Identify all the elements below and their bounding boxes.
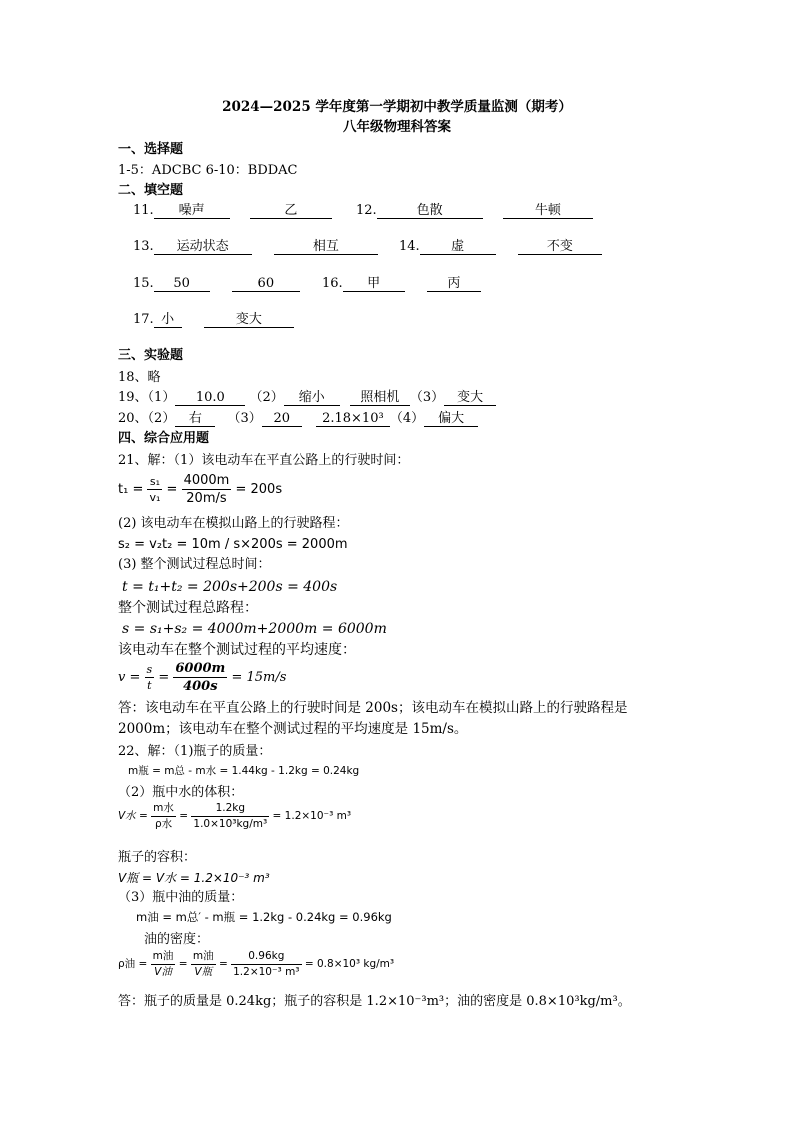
q22-f5-eq1: = [178, 958, 188, 970]
q20-answer-3: 2.18×10³ [316, 412, 390, 427]
q21-f1-eq: = [166, 482, 178, 497]
section-heading-experiment: 三、实验题 [118, 348, 184, 363]
q22-f2-frac2 [191, 803, 269, 829]
q19-part2-label: （2） [249, 390, 284, 405]
q18-answer: 18、略 [118, 370, 161, 385]
q22-f5-frac2 [191, 951, 216, 977]
q12-answer-a: 色散 [377, 204, 483, 219]
q22-f2-lhs: V水 = [118, 810, 148, 822]
q11-answer-b: 乙 [250, 204, 332, 219]
q11-row [133, 204, 332, 219]
q21-f1-frac1 [147, 476, 162, 503]
q14-answer-a: 虚 [420, 240, 496, 255]
choice-answers: 1-5：ADCBC 6-10：BDDAC [118, 163, 298, 178]
q19-row [118, 391, 496, 406]
q19-part1-label: 19、（1） [118, 390, 176, 405]
q22-f2-result: = 1.2×10⁻³ m³ [272, 810, 352, 822]
q21-conclusion-line1: 答：该电动车在平直公路上的行驶时间是 200s；该电动车在模拟山路上的行驶路程是 [118, 700, 628, 716]
q17-answer-b: 变大 [204, 313, 294, 328]
q11-number: 11. [133, 203, 154, 218]
q20-answer-1: 右 [175, 412, 215, 427]
q22-step2: （2）瓶中水的体积： [118, 785, 244, 800]
q22-f5-result: = 0.8×10³ kg/m³ [304, 958, 395, 970]
q21-conclusion-line2: 2000m；该电动车在整个测试过程的平均速度是 15m/s。 [118, 721, 468, 737]
q21-f5-result: = 15m/s [231, 670, 287, 685]
q21-formula-distance: s₂ = v₂t₂ = 10m / s×200s = 2000m [118, 537, 348, 552]
q22-step4: （3）瓶中油的质量： [118, 890, 244, 905]
q22-conclusion: 答：瓶子的质量是 0.24kg；瓶子的容积是 1.2×10⁻³m³；油的密度是 0.8×10³kg/m³。 [118, 994, 631, 1009]
q22-step5: 油的密度： [144, 932, 210, 947]
q21-step2: (2) 该电动车在模拟山路上的行驶路程： [118, 516, 349, 531]
q21-formula-total-time: t = t₁+t₂ = 200s+200s = 400s [122, 579, 338, 595]
q16-answer-a: 甲 [343, 277, 405, 292]
q16-answer-b: 丙 [427, 277, 481, 292]
q20-part2-label: 20、（2） [118, 411, 176, 426]
q15-row [133, 277, 300, 292]
q12-number: 12. [356, 203, 377, 218]
q21-step5: 该电动车在整个测试过程的平均速度： [118, 642, 356, 658]
q20-answer-2: 20 [262, 412, 302, 427]
q22-intro: 22、解：（1)瓶子的质量： [118, 744, 272, 759]
q22-formula-oil-mass: m油 = m总′ - m瓶 = 1.2kg - 0.24kg = 0.96kg [136, 910, 392, 924]
q19-answer-2: 缩小 [284, 391, 340, 406]
q21-formula-speed [118, 662, 286, 693]
q22-f5-num3: 0.96kg [231, 951, 301, 965]
q17-number: 17. [133, 312, 154, 327]
q15-answer-a: 50 [154, 277, 210, 292]
q22-f5-den2: V瓶 [194, 965, 213, 978]
q21-f1-den1: v₁ [149, 491, 161, 504]
q21-f5-frac2 [173, 662, 227, 693]
q22-f2-den1: ρ水 [154, 817, 173, 830]
q20-part3-label: （3） [227, 411, 262, 426]
q22-f2-num1: m水 [151, 803, 176, 817]
q21-f1-result: = 200s [235, 482, 283, 497]
q22-f2-eq: = [179, 810, 189, 822]
q22-f5-num1: m油 [151, 951, 176, 965]
q12-answer-b: 牛顿 [503, 204, 593, 219]
q17-row [133, 313, 294, 328]
q15-number: 15. [133, 276, 154, 291]
q14-number: 14. [399, 239, 420, 254]
q14-row [399, 240, 602, 255]
q21-f5-num2: 6000m [175, 661, 226, 676]
q19-answer-3: 照相机 [350, 391, 410, 406]
q22-f2-frac1 [151, 803, 176, 829]
q22-f2-den2: 1.0×10³kg/m³ [193, 817, 268, 830]
q17-answer-a: 小 [154, 313, 182, 328]
q22-f2-num2: 1.2kg [191, 803, 269, 817]
q19-answer-4: 变大 [444, 391, 496, 406]
q21-step4: 整个测试过程总路程： [118, 600, 258, 616]
q16-number: 16. [322, 276, 343, 291]
q14-answer-b: 不变 [518, 240, 602, 255]
q21-formula-time [118, 474, 282, 505]
q21-f1-num1: s₁ [147, 476, 162, 490]
q20-row [118, 412, 478, 427]
q21-f5-frac1 [145, 664, 155, 691]
q22-formula-bottle-volume: V瓶 = V水 = 1.2×10⁻³ m³ [118, 871, 270, 885]
q22-f5-frac3 [231, 951, 301, 977]
q22-formula-oil-density [118, 951, 394, 977]
q20-answer-4: 偏大 [424, 412, 478, 427]
q13-answer-b: 相互 [274, 240, 378, 255]
q21-f5-num1: s [146, 663, 153, 676]
q12-row [356, 204, 593, 219]
q19-part3-label: （3） [409, 390, 445, 405]
section-heading-choice: 一、选择题 [118, 142, 184, 157]
q22-f5-num2: m油 [191, 951, 216, 965]
q13-number: 13. [133, 239, 154, 254]
q21-f5-den1: t [147, 679, 152, 692]
q11-answer-a: 噪声 [154, 204, 230, 219]
q21-f5-den2: 400s [183, 679, 218, 694]
q22-formula-water-volume [118, 803, 351, 829]
q21-intro: 21、解：（1）该电动车在平直公路上的行驶时间： [118, 453, 410, 468]
q16-row [322, 277, 481, 292]
q21-f5-lhs: v = [118, 670, 141, 685]
q22-f5-lhs: ρ油 = [118, 958, 148, 970]
page-title: 2024—2025 学年度第一学期初中教学质量监测（期考） [222, 99, 572, 115]
q21-f5-eq: = [158, 670, 170, 685]
q21-step3: (3) 整个测试过程总时间： [118, 557, 271, 572]
q20-part4-label: （4） [389, 411, 425, 426]
q21-f1-lhs: t₁ = [118, 482, 144, 497]
page-subtitle: 八年级物理科答案 [343, 119, 451, 135]
q22-formula-bottle-mass: m瓶 = m总 - m水 = 1.44kg - 1.2kg = 0.24kg [128, 765, 360, 777]
q22-f5-den1: V油 [154, 965, 172, 978]
q13-row [133, 240, 378, 255]
q21-f1-frac2 [182, 474, 232, 505]
q19-answer-1: 10.0 [175, 391, 245, 406]
q21-formula-total-distance: s = s₁+s₂ = 4000m+2000m = 6000m [122, 621, 387, 637]
q22-f5-den3: 1.2×10⁻³ m³ [233, 965, 300, 978]
q21-f1-num2: 4000m [183, 473, 230, 488]
q21-f1-den2: 20m/s [186, 491, 227, 506]
section-heading-application: 四、综合应用题 [118, 431, 210, 446]
q13-answer-a: 运动状态 [154, 240, 252, 255]
section-heading-fill: 二、填空题 [118, 183, 184, 198]
q22-step3: 瓶子的容积： [118, 850, 197, 865]
q22-f5-eq2: = [218, 958, 228, 970]
q22-f5-frac1 [151, 951, 176, 977]
q15-answer-b: 60 [232, 277, 300, 292]
